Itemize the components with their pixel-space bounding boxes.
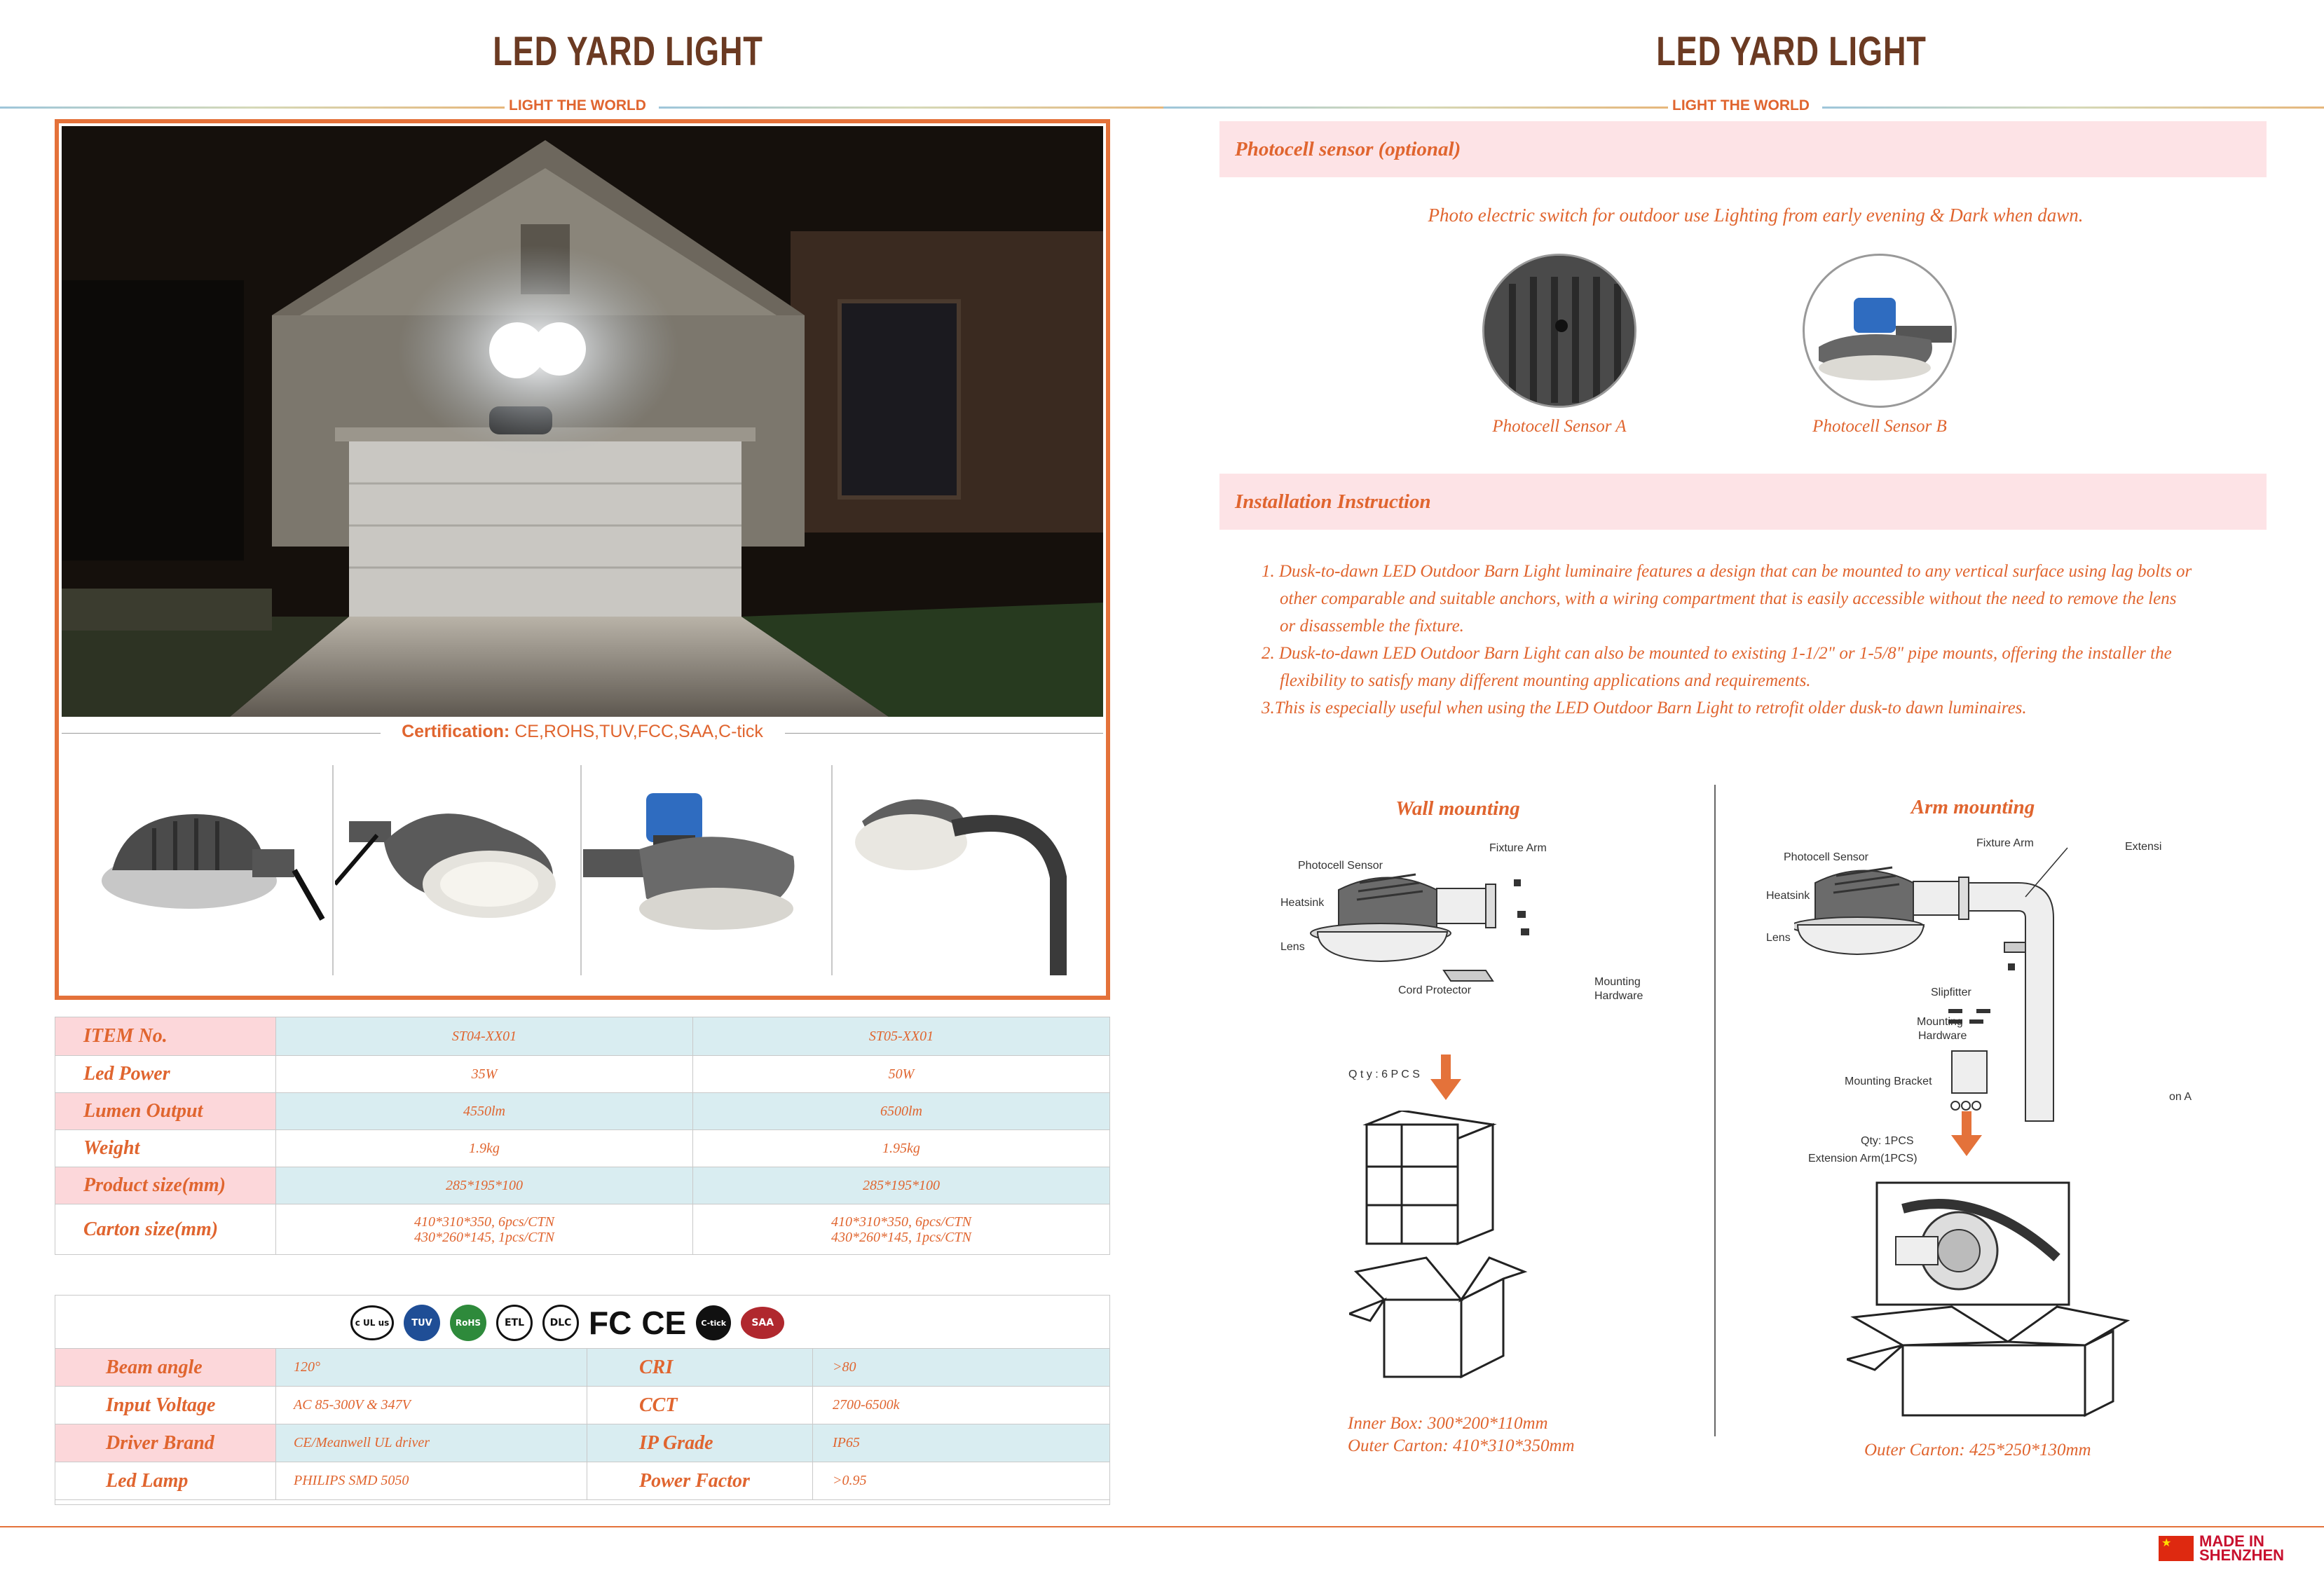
spec-value-st05: 50W xyxy=(693,1056,1110,1093)
arm-mounting-title: Arm mounting xyxy=(1911,796,2035,818)
right-page-title: LED YARD LIGHT xyxy=(1656,29,1927,74)
footer-rule xyxy=(0,1526,2324,1527)
dlc-logo-icon: DLC xyxy=(542,1305,579,1341)
wall-inner-box: Inner Box: 300*200*110mm xyxy=(1348,1414,1548,1433)
spec-value-st05: 285*195*100 xyxy=(693,1167,1110,1204)
arm-label-photocell: Photocell Sensor xyxy=(1784,851,1868,863)
open-box-illustration xyxy=(1349,1251,1531,1384)
spec-label: Led Power xyxy=(55,1056,276,1093)
install-line: or disassemble the fixture. xyxy=(1280,617,1464,636)
spec-value-st05: ST05-XX01 xyxy=(693,1017,1110,1056)
sensor-b-label: Photocell Sensor B xyxy=(1812,417,1947,436)
spec-value-st04: 35W xyxy=(276,1056,693,1093)
thumb-divider-1 xyxy=(332,765,334,975)
spec-row-led-power xyxy=(55,1056,1110,1093)
certification-label: Certification: xyxy=(402,722,510,741)
left-tagline: LIGHT THE WORLD xyxy=(505,97,650,114)
spec2-label: CRI xyxy=(587,1349,813,1387)
photocell-sensor-b-image xyxy=(1803,254,1957,408)
spec-table xyxy=(55,1017,1110,1255)
wall-qty: Q t y : 6 P C S xyxy=(1348,1069,1420,1080)
thumb-divider-2 xyxy=(580,765,582,975)
photocell-description: Photo electric switch for outdoor use Lighting from early evening & Dark when dawn. xyxy=(1428,205,2084,226)
right-tagline: LIGHT THE WORLD xyxy=(1668,97,1814,114)
header-rule-right-b xyxy=(1822,107,2324,109)
wall-label-mounting: Mounting xyxy=(1594,976,1641,988)
spec-row-lumen xyxy=(55,1093,1110,1130)
china-flag-icon: ★ xyxy=(2159,1536,2194,1561)
spec-label: ITEM No. xyxy=(55,1017,276,1056)
wall-mounting-title: Wall mounting xyxy=(1395,797,1520,820)
wall-label-heatsink: Heatsink xyxy=(1280,897,1325,909)
wall-arrow-stem-icon xyxy=(1441,1055,1451,1080)
wall-label-lens: Lens xyxy=(1280,941,1305,953)
arm-open-box-illustration xyxy=(1847,1303,2141,1422)
spec-value-st05 xyxy=(693,1204,1110,1255)
arm-qty: Qty: 1PCS xyxy=(1861,1135,1914,1147)
wall-label-fixture-arm: Fixture Arm xyxy=(1489,842,1547,854)
sensor-a-label: Photocell Sensor A xyxy=(1492,417,1627,436)
left-page-title: LED YARD LIGHT xyxy=(493,29,763,74)
wall-outer-carton: Outer Carton: 410*310*350mm xyxy=(1348,1436,1575,1455)
spec-table-2 xyxy=(55,1348,1110,1500)
spec-row-product-size xyxy=(55,1167,1110,1204)
section-divider xyxy=(1714,785,1716,1436)
cert-logos-row xyxy=(350,1302,841,1344)
arm-label-mounting: Mounting xyxy=(1917,1016,1963,1028)
thumb-divider-3 xyxy=(831,765,833,975)
header-rule-right-a xyxy=(1163,107,1668,109)
spec-label: Product size(mm) xyxy=(55,1167,276,1204)
tuv-logo-icon: TUV xyxy=(404,1305,440,1341)
spec2-label: Beam angle xyxy=(55,1349,276,1387)
shenzhen-text: SHENZHEN xyxy=(2199,1546,2285,1564)
spec-value-st05: 6500lm xyxy=(693,1093,1110,1130)
spec2-value: >80 xyxy=(813,1349,1110,1387)
spec-value-st04: ST04-XX01 xyxy=(276,1017,693,1056)
arm-label-fixture-arm: Fixture Arm xyxy=(1976,837,2034,849)
arm-mount-diagram xyxy=(1794,841,2173,1135)
photocell-heading: Photocell sensor (optional) xyxy=(1219,121,2267,177)
arm-label-on-a: on A xyxy=(2169,1091,2192,1103)
product-thumb-1 xyxy=(84,765,329,975)
arm-package-illustration xyxy=(1875,1181,2071,1307)
certification-value: CE,ROHS,TUV,FCC,SAA,C-tick xyxy=(514,722,763,741)
spec-label: Lumen Output xyxy=(55,1093,276,1130)
spec2-label: IP Grade xyxy=(587,1424,813,1462)
wall-label-hardware: Hardware xyxy=(1594,990,1643,1002)
spec2-label: Driver Brand xyxy=(55,1424,276,1462)
carton-line-2: 430*260*145, 1pcs/CTN xyxy=(831,1229,972,1245)
arm-arrow-down-icon xyxy=(1951,1135,1982,1156)
spec2-label: Power Factor xyxy=(587,1462,813,1500)
header-rule-left-b xyxy=(659,107,1163,109)
fcc-logo-icon: FC xyxy=(589,1305,632,1341)
spec-value-st04: 285*195*100 xyxy=(276,1167,693,1204)
arm-arrow-stem-icon xyxy=(1962,1111,1971,1136)
stacked-boxes-illustration xyxy=(1360,1111,1500,1251)
spec2-value: >0.95 xyxy=(813,1462,1110,1500)
ce-logo-icon: CE xyxy=(641,1305,687,1341)
install-line: 2. Dusk-to-dawn LED Outdoor Barn Light can also be mounted to existing 1-1/2" or 1-5/8" pipe mounts, offering the installer the xyxy=(1262,644,2172,663)
install-line: 3.This is especially useful when using the LED Outdoor Barn Light to retrofit older dusk-to dawn luminaires. xyxy=(1262,699,2027,717)
certification-line xyxy=(62,722,1103,742)
spec2-value: 2700-6500k xyxy=(813,1387,1110,1424)
ctick-logo-icon: C-tick xyxy=(696,1305,731,1340)
carton-line-2: 430*260*145, 1pcs/CTN xyxy=(413,1229,555,1245)
installation-text xyxy=(1262,558,2243,722)
spec-label: Weight xyxy=(55,1130,276,1167)
spec-value-st04: 4550lm xyxy=(276,1093,693,1130)
wall-label-photocell: Photocell Sensor xyxy=(1298,860,1383,872)
spec-value-st05: 1.95kg xyxy=(693,1130,1110,1167)
spec-row-weight xyxy=(55,1130,1110,1167)
spec2-label: Input Voltage xyxy=(55,1387,276,1424)
spec2-value: IP65 xyxy=(813,1424,1110,1462)
carton-line-1: 410*310*350, 6pcs/CTN xyxy=(831,1214,972,1230)
spec-value-st04 xyxy=(276,1204,693,1255)
house-illustration xyxy=(62,126,1103,717)
arm-label-extension: Extensi xyxy=(2125,841,2162,853)
ul-logo-icon: c UL us xyxy=(350,1305,394,1340)
photocell-sensor-a-image xyxy=(1482,254,1636,408)
spec2-row xyxy=(55,1387,1110,1424)
arm-label-bracket: Mounting Bracket xyxy=(1845,1076,1932,1087)
spec2-row xyxy=(55,1424,1110,1462)
spec2-row xyxy=(55,1462,1110,1500)
saa-logo-icon: SAA xyxy=(741,1307,784,1339)
spec2-value: CE/Meanwell UL driver xyxy=(276,1424,587,1462)
arm-outer-carton: Outer Carton: 425*250*130mm xyxy=(1864,1441,2091,1459)
spec2-label: CCT xyxy=(587,1387,813,1424)
installation-heading: Installation Instruction xyxy=(1219,474,2267,530)
header-rule-left-a xyxy=(0,107,505,109)
spec2-value: PHILIPS SMD 5050 xyxy=(276,1462,587,1500)
arm-ext-arm: Extension Arm(1PCS) xyxy=(1808,1153,1918,1165)
spec-value-st04: 1.9kg xyxy=(276,1130,693,1167)
spec2-label: Led Lamp xyxy=(55,1462,276,1500)
spec-row-carton-size xyxy=(55,1204,1110,1255)
arm-label-slipfitter: Slipfitter xyxy=(1931,987,1971,998)
arm-label-heatsink: Heatsink xyxy=(1766,890,1810,902)
install-line: flexibility to satisfy many different mounting applications and requirements. xyxy=(1280,671,1811,690)
install-line: other comparable and suitable anchors, with a wiring compartment that is easily accessible without the need to remove the lens xyxy=(1280,589,2177,608)
spec2-value: 120° xyxy=(276,1349,587,1387)
wall-arrow-down-icon xyxy=(1430,1079,1461,1100)
wall-label-cord: Cord Protector xyxy=(1398,984,1472,996)
product-thumb-3 xyxy=(583,765,830,975)
made-in-text: MADE IN xyxy=(2199,1532,2264,1550)
spec-label: Carton size(mm) xyxy=(55,1204,276,1255)
spec2-row xyxy=(55,1349,1110,1387)
product-thumb-2 xyxy=(335,765,579,975)
arm-label-lens: Lens xyxy=(1766,932,1791,944)
install-line: 1. Dusk-to-dawn LED Outdoor Barn Light luminaire features a design that can be mounted to any vertical surface using lag bolts or xyxy=(1262,562,2192,581)
product-thumb-4 xyxy=(834,765,1102,975)
made-in-badge xyxy=(2199,1534,2284,1562)
etl-logo-icon: ETL xyxy=(496,1305,533,1341)
spec2-value: AC 85-300V & 347V xyxy=(276,1387,587,1424)
house-night-photo xyxy=(62,126,1103,717)
arm-label-hardware: Hardware xyxy=(1918,1030,1967,1042)
spec-row-item-no xyxy=(55,1017,1110,1056)
rohs-logo-icon: RoHS xyxy=(450,1305,486,1341)
carton-line-1: 410*310*350, 6pcs/CTN xyxy=(413,1214,555,1230)
